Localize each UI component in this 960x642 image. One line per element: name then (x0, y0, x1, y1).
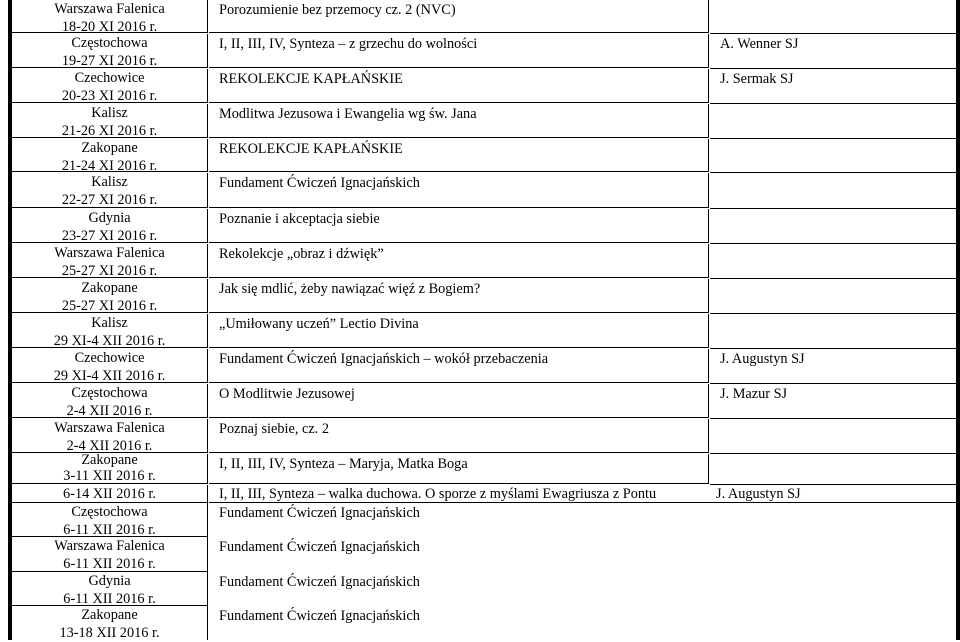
retreat-title: Fundament Ćwiczeń Ignacjańskich (219, 539, 420, 555)
dates: 25-27 XI 2016 r. (61, 263, 158, 279)
table-row (0, 139, 960, 172)
speaker-cell (710, 384, 956, 419)
dates: 3-11 XII 2016 r. (63, 468, 156, 484)
table-row (0, 572, 960, 606)
dates: 6-11 XII 2016 r. (63, 591, 156, 607)
dates: 29 XI-4 XII 2016 r. (53, 368, 166, 384)
table-row (0, 104, 960, 138)
speaker-cell (710, 314, 956, 349)
dates: 21-24 XI 2016 r. (61, 158, 158, 174)
date-cell (12, 209, 208, 243)
title-cell (209, 0, 709, 33)
city: Zakopane (81, 280, 138, 296)
dates: 20-23 XI 2016 r. (61, 88, 158, 104)
dates: 29 XI-4 XII 2016 r. (53, 333, 166, 349)
city: Gdynia (88, 573, 131, 589)
retreat-title: Poznaj siebie, cz. 2 (219, 421, 329, 437)
dates: 2-4 XII 2016 r. (66, 403, 153, 419)
title-cell (209, 279, 709, 313)
date-cell (12, 139, 208, 172)
title-cell (209, 606, 956, 640)
title-cell (209, 384, 709, 418)
table-row (0, 279, 960, 313)
dates: 21-26 XI 2016 r. (61, 123, 158, 139)
date-cell (12, 0, 208, 33)
dates: 23-27 XI 2016 r. (61, 228, 158, 244)
table-row (0, 537, 960, 572)
title-cell (209, 69, 709, 103)
speaker-cell (710, 34, 956, 69)
retreat-title: Porozumienie bez przemocy cz. 2 (NVC) (219, 2, 456, 18)
dates: 19-27 XI 2016 r. (61, 53, 158, 69)
speaker: J. Mazur SJ (720, 386, 788, 402)
city: Kalisz (91, 105, 128, 121)
dates: 6-11 XII 2016 r. (63, 522, 156, 538)
speaker: J. Sermak SJ (720, 71, 794, 87)
city: Częstochowa (71, 385, 148, 401)
dates: 2-4 XII 2016 r. (66, 438, 153, 454)
retreat-title: Fundament Ćwiczeń Ignacjańskich (219, 175, 420, 191)
retreat-title: Fundament Ćwiczeń Ignacjańskich (219, 608, 420, 624)
retreat-title: Fundament Ćwiczeń Ignacjańskich (219, 505, 420, 521)
title-cell (209, 349, 709, 383)
retreat-title: Fundament Ćwiczeń Ignacjańskich (219, 574, 420, 590)
table-row (0, 314, 960, 348)
speaker-cell (710, 69, 956, 104)
title-cell (209, 34, 709, 68)
speaker-cell (710, 419, 956, 454)
city: Gdynia (88, 210, 131, 226)
city: Warszawa Falenica (54, 420, 165, 436)
speaker-cell (710, 279, 956, 314)
title-cell (209, 314, 709, 348)
speaker: A. Wenner SJ (720, 36, 799, 52)
table-row (0, 503, 960, 537)
retreat-title: Poznanie i akceptacja siebie (219, 211, 380, 227)
city: Czechowice (74, 70, 145, 86)
city: Kalisz (91, 315, 128, 331)
city: Częstochowa (71, 504, 148, 520)
speaker-cell (710, 349, 956, 384)
date-cell (12, 606, 208, 640)
dates: 13-18 XII 2016 r. (59, 625, 160, 641)
table-row (0, 485, 960, 503)
city: Warszawa Falenica (54, 538, 165, 554)
retreat-title: I, II, III, IV, Synteza – z grzechu do wolności (219, 36, 478, 52)
table-row (0, 244, 960, 278)
title-cell (209, 139, 709, 172)
speaker: J. Augustyn SJ (716, 486, 801, 502)
title-cell (209, 537, 956, 572)
date-cell (12, 485, 208, 503)
city: Zakopane (81, 140, 138, 156)
date-cell (12, 34, 208, 68)
speaker: J. Augustyn SJ (720, 351, 805, 367)
city: Czechowice (74, 350, 145, 366)
city: Częstochowa (71, 35, 148, 51)
retreat-title: I, II, III, Synteza – walka duchowa. O sporze z myślami Ewagriusza z Pontu (219, 486, 657, 502)
date-cell (12, 503, 208, 537)
retreat-title: Fundament Ćwiczeń Ignacjańskich – wokół przebaczenia (219, 351, 549, 367)
title-cell (209, 173, 709, 208)
title-cell (209, 419, 709, 453)
table-row (0, 419, 960, 453)
city: Zakopane (81, 607, 138, 623)
city: Warszawa Falenica (54, 245, 165, 261)
city: Warszawa Falenica (54, 1, 165, 17)
table-row (0, 349, 960, 383)
retreat-title: REKOLEKCJE KAPŁAŃSKIE (219, 71, 403, 87)
table-row (0, 384, 960, 418)
retreat-title: Jak się mdlić, żeby nawiązać więź z Bogiem? (219, 281, 481, 297)
date-cell (12, 572, 208, 606)
title-cell (209, 209, 709, 243)
date-cell (12, 454, 208, 484)
date-cell (12, 104, 208, 138)
date-cell (12, 349, 208, 383)
speaker-cell (710, 0, 956, 34)
retreat-title: Modlitwa Jezusowa i Ewangelia wg św. Jana (219, 106, 477, 122)
date-cell (12, 314, 208, 348)
dates: 18-20 XI 2016 r. (61, 19, 158, 35)
title-cell (209, 503, 956, 537)
title-cell (209, 572, 956, 606)
dates: 22-27 XI 2016 r. (61, 192, 158, 208)
retreat-title: Rekolekcje „obraz i dźwięk” (219, 246, 384, 262)
speaker-cell (710, 209, 956, 244)
retreat-title: „Umiłowany uczeń” Lectio Divina (219, 316, 419, 332)
speaker-cell (710, 173, 956, 209)
retreat-title: I, II, III, IV, Synteza – Maryja, Matka Boga (219, 456, 468, 472)
table-row (0, 34, 960, 68)
table-row (0, 606, 960, 640)
speaker-cell (710, 244, 956, 279)
date-cell (12, 244, 208, 278)
speaker-cell (710, 139, 956, 173)
date-cell (12, 537, 208, 572)
title-cell (209, 454, 709, 484)
dates: 6-11 XII 2016 r. (63, 556, 156, 572)
title-cell (209, 244, 709, 278)
city: Kalisz (91, 174, 128, 190)
table-row (0, 0, 960, 33)
date-cell (12, 69, 208, 103)
table-row (0, 209, 960, 243)
date-cell (12, 384, 208, 418)
dates: 6-14 XII 2016 r. (63, 486, 156, 502)
date-cell (12, 173, 208, 208)
dates: 25-27 XI 2016 r. (61, 298, 158, 314)
title-cell (209, 104, 709, 138)
table-row (0, 454, 960, 484)
table-row (0, 173, 960, 208)
retreat-title: REKOLEKCJE KAPŁAŃSKIE (219, 141, 403, 157)
retreat-title: O Modlitwie Jezusowej (219, 386, 355, 402)
speaker-cell (710, 454, 956, 485)
speaker-cell (710, 104, 956, 139)
date-cell (12, 279, 208, 313)
table-row (0, 69, 960, 103)
date-cell (12, 419, 208, 453)
title-cell (209, 485, 956, 503)
city: Zakopane (81, 452, 138, 468)
